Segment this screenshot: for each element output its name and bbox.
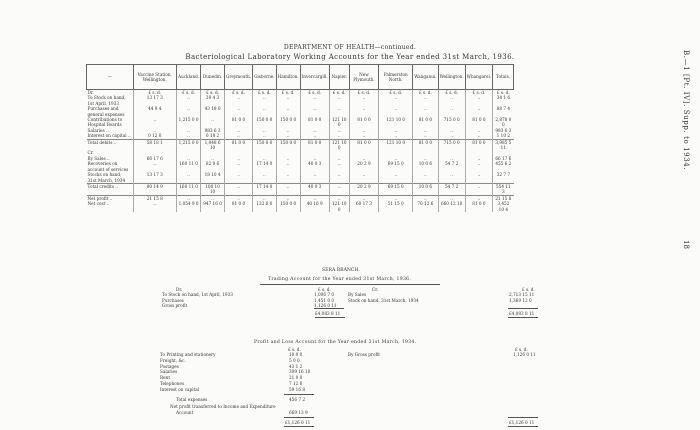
sera-trading-title: Trading Account for the Year ended 31st March, 1936. bbox=[268, 277, 412, 282]
table-cell: 121 10 0 bbox=[329, 139, 349, 150]
sera-left-unit: £ s. d. bbox=[318, 287, 331, 292]
table-cell: 51 15 0 bbox=[379, 201, 413, 212]
title-rule bbox=[260, 284, 440, 285]
table-cell: 13 17 3 bbox=[133, 172, 177, 183]
pl-expense-rule bbox=[284, 394, 314, 395]
table-cell: 121 10 0 bbox=[329, 117, 349, 128]
table-row bbox=[87, 117, 514, 128]
column-header: Gisborne. bbox=[253, 65, 277, 90]
table-cell: 554 11 3 bbox=[493, 183, 514, 195]
table-cell: .. bbox=[349, 156, 379, 161]
row-label: Recoveries on account of services bbox=[87, 161, 129, 172]
row-label: Purchases and general expenses bbox=[87, 106, 125, 117]
pl-right-total: £1,126 0 11 bbox=[509, 420, 535, 425]
table-cell: .. bbox=[413, 172, 438, 183]
table-cell: 983 6 3 bbox=[493, 128, 514, 133]
table-cell: 88 7 4 bbox=[493, 106, 514, 117]
table-row bbox=[87, 161, 514, 172]
pl-transfer-label: Net profit transferred to Income and Expenditure bbox=[170, 404, 276, 409]
pl-total-expenses-label: Total expenses bbox=[176, 397, 208, 402]
table-cell: 150 0 0 bbox=[276, 117, 300, 128]
table-cell: .. bbox=[379, 106, 413, 117]
table-cell: .. bbox=[379, 128, 413, 133]
sera-left-total-underline bbox=[315, 317, 345, 318]
table-cell: .. bbox=[379, 195, 413, 201]
sera-right-unit: £ s. d. bbox=[522, 287, 535, 292]
table-cell: 69 15 0 bbox=[379, 161, 413, 172]
table-cell: .. bbox=[177, 156, 201, 161]
table-cell: 69 15 0 bbox=[379, 183, 413, 195]
column-header: Napier. bbox=[329, 65, 349, 90]
table-cell: .. bbox=[329, 172, 349, 183]
table-cell: .. bbox=[276, 161, 300, 172]
table-cell: 18 10 4 bbox=[201, 172, 225, 183]
column-header: Dunedin. bbox=[201, 65, 225, 90]
table-cell: .. bbox=[413, 128, 438, 133]
table-cell: £ s. d. bbox=[493, 90, 514, 96]
table-cell: 160 11 0 bbox=[177, 183, 201, 195]
table-cell: 54 7 2 bbox=[438, 183, 465, 195]
table-cell: 60 17 3 bbox=[349, 201, 379, 212]
table-cell: .. bbox=[300, 156, 329, 161]
column-header: Vaccine Station, Wellington. bbox=[133, 65, 177, 90]
account-line-label: Postages bbox=[160, 363, 179, 369]
table-cell: .. bbox=[465, 161, 493, 172]
pl-left-total: £1,126 0 11 bbox=[285, 420, 311, 425]
table-cell: .. bbox=[438, 195, 465, 201]
table-cell: 82 0 6 bbox=[201, 161, 225, 172]
row-label: Total credits .. bbox=[87, 183, 134, 195]
table-cell: .. bbox=[300, 195, 329, 201]
table-cell: £ s. d. bbox=[329, 90, 349, 96]
pl-transfer-amount: 669 13 9 bbox=[289, 410, 308, 415]
table-cell: .. bbox=[224, 183, 252, 195]
account-line-amount: 5 0 0 bbox=[289, 357, 300, 363]
table-cell: .. bbox=[224, 133, 252, 139]
account-line-amount: 1,126 0 11 bbox=[513, 352, 536, 357]
table-cell: £ s. d. bbox=[413, 90, 438, 96]
account-line-amount: 309 16 10 bbox=[289, 369, 311, 375]
table-cell: .. bbox=[349, 106, 379, 117]
table-cell: £ s. d. bbox=[349, 90, 379, 96]
row-label: Interest on capital .. bbox=[87, 133, 131, 139]
table-cell: £ s. d. bbox=[465, 90, 493, 96]
sera-right-total-rule bbox=[508, 308, 538, 309]
account-line-label: To Stock on hand, 1st April, 1933 bbox=[162, 292, 233, 297]
account-line-label: By Sales bbox=[348, 292, 367, 297]
account-line-label: Freight, &c. bbox=[160, 357, 186, 363]
pl-transfer-label-2: Account bbox=[176, 410, 194, 415]
table-cell: .. bbox=[465, 183, 493, 195]
row-label: Net cost .. bbox=[87, 201, 110, 207]
sera-cr-label: Cr. bbox=[372, 287, 379, 292]
account-line-label: Stock on hand, 31st March, 1934 bbox=[348, 297, 419, 303]
pl-total-expenses: 456 7 2 bbox=[289, 397, 305, 402]
table-cell: 715 0 0 bbox=[438, 139, 465, 150]
table-header-row bbox=[87, 65, 514, 90]
table-cell: 81 0 0 bbox=[224, 117, 252, 128]
account-line-amount: 7 12 6 bbox=[289, 381, 303, 386]
row-label: Stocks on hand, 31st March, 1934 bbox=[87, 172, 126, 183]
table-cell: 81 0 0 bbox=[465, 201, 493, 212]
table-cell: .. bbox=[253, 95, 277, 106]
pl-right-unit: £ s. d. bbox=[515, 347, 528, 352]
table-cell: 17 14 0 bbox=[253, 183, 277, 195]
laboratory-accounts-table bbox=[86, 64, 514, 212]
table-cell: .. bbox=[276, 195, 300, 201]
table-cell: 1,054 9 0 bbox=[177, 201, 201, 212]
table-row bbox=[87, 201, 514, 212]
table-cell: .. bbox=[201, 195, 225, 201]
account-line-label: Rent bbox=[160, 375, 171, 381]
table-cell: 1,215 0 0 bbox=[177, 117, 201, 128]
table-cell: 81 0 0 bbox=[349, 117, 379, 128]
pl-left-total-rule bbox=[284, 417, 314, 418]
table-cell: .. bbox=[465, 195, 493, 201]
table-cell: 947 16 0 bbox=[201, 201, 225, 212]
table-cell: 81 0 0 bbox=[413, 139, 438, 150]
table-cell: .. bbox=[349, 195, 379, 201]
row-label: By Sales .. bbox=[87, 155, 110, 161]
table-cell: .. bbox=[379, 133, 413, 139]
table-cell: 81 0 0 bbox=[224, 201, 252, 212]
table-cell: .. bbox=[133, 201, 177, 212]
table-cell: 0 18 2 bbox=[201, 133, 225, 139]
table-cell: .. bbox=[465, 133, 493, 139]
table-cell: 81 0 0 bbox=[465, 117, 493, 128]
table-cell: 3,452 10 4 bbox=[493, 201, 514, 212]
account-line-amount: 21 0 0 bbox=[289, 375, 303, 381]
sera-right-total-underline bbox=[508, 317, 538, 318]
account-line-amount: 1,126 0 11 bbox=[314, 303, 337, 308]
table-cell: 13 17 3 bbox=[133, 95, 177, 106]
table-cell: .. bbox=[413, 195, 438, 201]
sera-branch-heading: SERA BRANCH. bbox=[322, 268, 360, 273]
table-cell: 121 10 0 bbox=[329, 201, 349, 212]
column-header: New Plymouth. bbox=[349, 65, 379, 90]
table-cell: 100 10 10 bbox=[201, 183, 225, 195]
table-cell: £ s. d. bbox=[201, 90, 225, 96]
table-cell: 43 18 0 bbox=[201, 106, 225, 117]
table-cell: .. bbox=[300, 133, 329, 139]
table-cell: .. bbox=[438, 156, 465, 161]
account-line-amount: 59 16 8 bbox=[289, 386, 305, 392]
table-cell: .. bbox=[379, 156, 413, 161]
table-cell: £ s. d. bbox=[253, 90, 277, 96]
table-cell: £ s. d. bbox=[438, 90, 465, 96]
account-line-label: To Printing and stationery bbox=[160, 352, 216, 357]
table-cell: 983 6 3 bbox=[201, 128, 225, 133]
table-cell: .. bbox=[413, 133, 438, 139]
table-cell: 20 2 9 bbox=[349, 183, 379, 195]
table-cell: 20 2 9 bbox=[349, 161, 379, 172]
table-row bbox=[87, 106, 514, 117]
table-row bbox=[87, 172, 514, 183]
table-cell: .. bbox=[133, 128, 177, 133]
table-cell: .. bbox=[329, 156, 349, 161]
account-line-amount: 10 0 0 bbox=[289, 352, 303, 357]
table-cell: .. bbox=[276, 106, 300, 117]
table-cell: .. bbox=[329, 183, 349, 195]
table-cell: 150 0 0 bbox=[276, 201, 300, 212]
table-cell: 34 1 6 bbox=[493, 95, 514, 106]
table-cell: 40 0 3 bbox=[300, 183, 329, 195]
table-cell: .. bbox=[300, 128, 329, 133]
table-cell: 80 14 9 bbox=[133, 183, 177, 195]
table-cell: £ s. d. bbox=[224, 90, 252, 96]
table-cell: 21 15 8 bbox=[493, 195, 514, 201]
table-cell: .. bbox=[465, 128, 493, 133]
row-label: Salaries .. bbox=[87, 127, 109, 133]
table-cell: .. bbox=[465, 106, 493, 117]
account-line-label: By Gross profit bbox=[348, 352, 380, 357]
table-cell: 81 0 0 bbox=[413, 117, 438, 128]
table-cell: .. bbox=[413, 106, 438, 117]
table-cell: 81 0 0 bbox=[224, 139, 252, 150]
department-heading: DEPARTMENT OF HEALTH—continued. bbox=[283, 44, 417, 51]
table-cell: .. bbox=[329, 95, 349, 106]
table-cell: .. bbox=[465, 95, 493, 106]
report-title: Bacteriological Laboratory Working Accounts for the Year ended 31st March, 1936. bbox=[185, 53, 515, 61]
account-line-amount: 1,451 0 0 bbox=[314, 297, 334, 303]
table-cell: .. bbox=[253, 128, 277, 133]
table-cell: .. bbox=[329, 128, 349, 133]
table-cell: .. bbox=[133, 117, 177, 128]
table-cell: £ s. d. bbox=[300, 90, 329, 96]
table-cell: 160 11 0 bbox=[177, 161, 201, 172]
table-cell: .. bbox=[329, 161, 349, 172]
table-cell: £ s. d. bbox=[379, 90, 413, 96]
column-header: Whangarei. bbox=[465, 65, 493, 90]
account-line-amount: 1,369 12 0 bbox=[509, 297, 532, 303]
account-line-label: Purchases bbox=[162, 297, 184, 303]
table-cell: 715 0 0 bbox=[438, 117, 465, 128]
table-cell: 121 10 0 bbox=[379, 117, 413, 128]
pl-title: Profit and Loss Account for the Year ended 31st March, 1934. bbox=[254, 340, 417, 345]
table-cell: .. bbox=[379, 95, 413, 106]
table-row bbox=[87, 95, 514, 106]
table-cell: .. bbox=[349, 95, 379, 106]
column-header: Invercargill. bbox=[300, 65, 329, 90]
table-row bbox=[87, 139, 514, 150]
table-body bbox=[87, 90, 514, 212]
table-cell: .. bbox=[438, 133, 465, 139]
table-cell: .. bbox=[276, 95, 300, 106]
account-line-label: Interest on capital bbox=[160, 386, 200, 392]
table-cell: .. bbox=[253, 195, 277, 201]
table-cell: 10 0 6 bbox=[413, 161, 438, 172]
sera-right-total: £4,083 8 11 bbox=[509, 311, 535, 316]
table-row bbox=[87, 183, 514, 195]
table-cell: 150 0 0 bbox=[253, 117, 277, 128]
table-cell: .. bbox=[201, 117, 225, 128]
table-cell: £ s. d. bbox=[177, 90, 201, 96]
table-cell: 0 12 0 bbox=[133, 133, 177, 139]
table-cell: 40 16 9 bbox=[300, 201, 329, 212]
table-cell: .. bbox=[329, 195, 349, 201]
table-cell: .. bbox=[349, 133, 379, 139]
table-cell: .. bbox=[177, 128, 201, 133]
table-cell: .. bbox=[300, 95, 329, 106]
table-cell: .. bbox=[253, 172, 277, 183]
column-header: — bbox=[87, 65, 134, 90]
table-cell: 150 0 0 bbox=[276, 139, 300, 150]
column-header: Totals. bbox=[493, 65, 514, 90]
row-label: To Stock on hand, 1st April, 1933 bbox=[87, 95, 126, 106]
table-cell: .. bbox=[177, 195, 201, 201]
table-cell: 455 6 2 bbox=[493, 161, 514, 172]
table-cell: 2,878 0 0 bbox=[493, 117, 514, 128]
table-cell: .. bbox=[224, 128, 252, 133]
account-line-label: Telephones bbox=[160, 381, 184, 386]
table-cell: 44 9 4 bbox=[133, 106, 177, 117]
table-cell: 81 0 0 bbox=[300, 117, 329, 128]
table-cell: 66 17 6 bbox=[133, 156, 177, 161]
table-cell: 81 0 0 bbox=[300, 139, 329, 150]
table-cell: .. bbox=[224, 195, 252, 201]
column-header: Greymouth. bbox=[224, 65, 252, 90]
account-line-amount: 43 1 2 bbox=[289, 363, 303, 369]
pl-left-unit: £ s. d. bbox=[288, 347, 301, 352]
table-cell: 1,215 0 0 bbox=[177, 139, 201, 150]
row-label: Contributions to Hospital Boards bbox=[87, 117, 123, 128]
table-cell: 132 6 0 bbox=[253, 201, 277, 212]
table-cell: .. bbox=[300, 172, 329, 183]
sera-dr-label: Dr. bbox=[176, 287, 183, 292]
column-header: Wellington. bbox=[438, 65, 465, 90]
row-label: Dr. bbox=[87, 90, 94, 95]
table-cell: .. bbox=[224, 156, 252, 161]
table-cell: 81 0 0 bbox=[465, 139, 493, 150]
table-cell: .. bbox=[465, 172, 493, 183]
table-cell: 40 0 3 bbox=[300, 161, 329, 172]
table-cell: 121 10 0 bbox=[379, 139, 413, 150]
table-cell: .. bbox=[133, 161, 177, 172]
table-cell: .. bbox=[438, 95, 465, 106]
table-cell: 21 15 8 bbox=[133, 195, 177, 201]
row-label: Net profit .. bbox=[87, 195, 134, 201]
table-cell: .. bbox=[465, 156, 493, 161]
account-line-amount: 1,006 7 0 bbox=[314, 292, 334, 297]
table-cell: £ s. d. bbox=[133, 90, 177, 96]
table-cell: .. bbox=[329, 133, 349, 139]
account-line-amount: 2,713 15 11 bbox=[509, 292, 535, 297]
sera-left-total: £4,083 8 11 bbox=[315, 311, 341, 316]
page-number: 18 bbox=[682, 240, 690, 249]
table-cell: .. bbox=[276, 183, 300, 195]
pl-right-total-underline bbox=[508, 426, 538, 427]
table-cell: .. bbox=[349, 128, 379, 133]
table-cell: .. bbox=[438, 172, 465, 183]
table-cell: .. bbox=[438, 106, 465, 117]
table-cell: .. bbox=[177, 172, 201, 183]
table-cell: 3,985 5 11 bbox=[493, 139, 514, 150]
table-cell: .. bbox=[300, 106, 329, 117]
table-cell: 54 7 2 bbox=[438, 161, 465, 172]
table-cell: .. bbox=[177, 95, 201, 106]
account-line-label: Gross profit bbox=[162, 303, 188, 308]
table-cell: .. bbox=[253, 156, 277, 161]
table-cell: .. bbox=[224, 172, 252, 183]
table-cell: 58 18 1 bbox=[133, 139, 177, 150]
table-cell: .. bbox=[224, 106, 252, 117]
table-cell: .. bbox=[177, 133, 201, 139]
row-label: Cr. bbox=[87, 150, 94, 156]
table-cell: .. bbox=[276, 133, 300, 139]
table-cell: .. bbox=[276, 156, 300, 161]
table-cell: 150 0 0 bbox=[253, 139, 277, 150]
table-cell: .. bbox=[438, 128, 465, 133]
table-cell: .. bbox=[413, 156, 438, 161]
table-cell: 10 0 6 bbox=[413, 183, 438, 195]
table-cell: .. bbox=[276, 128, 300, 133]
column-header: Auckland. bbox=[177, 65, 201, 90]
side-reference: B.—1 [Pt. IV]. Supp. to 1934. bbox=[682, 50, 690, 171]
table-cell: .. bbox=[224, 161, 252, 172]
table-cell: 1,048 6 10 bbox=[201, 139, 225, 150]
pl-left-total-underline bbox=[284, 426, 314, 427]
table-cell: 20 4 3 bbox=[201, 95, 225, 106]
table-cell: 70 12 6 bbox=[413, 201, 438, 212]
column-header: Palmerston North. bbox=[379, 65, 413, 90]
table-cell: .. bbox=[329, 106, 349, 117]
table-cell: .. bbox=[413, 95, 438, 106]
table-cell: .. bbox=[177, 106, 201, 117]
table-cell: 1 10 2 bbox=[493, 133, 514, 139]
column-header: Wanganui. bbox=[413, 65, 438, 90]
table-cell: 660 12 10 bbox=[438, 201, 465, 212]
table-cell: 66 17 6 bbox=[493, 156, 514, 161]
table-cell: .. bbox=[201, 156, 225, 161]
sera-left-total-rule bbox=[314, 308, 344, 309]
table-cell: £ s. d. bbox=[276, 90, 300, 96]
table-cell: 32 7 7 bbox=[493, 172, 514, 183]
account-line-label: Salaries bbox=[160, 369, 178, 375]
table-cell: .. bbox=[379, 172, 413, 183]
table-cell: .. bbox=[253, 106, 277, 117]
table-cell: .. bbox=[349, 172, 379, 183]
pl-right-total-rule bbox=[508, 417, 538, 418]
table-cell: .. bbox=[224, 95, 252, 106]
table-cell: 17 14 0 bbox=[253, 161, 277, 172]
table-cell: 81 0 0 bbox=[349, 139, 379, 150]
row-label: Total debits .. bbox=[87, 139, 134, 150]
table-cell: .. bbox=[253, 133, 277, 139]
table-cell: .. bbox=[276, 172, 300, 183]
column-header: Hamilton. bbox=[276, 65, 300, 90]
